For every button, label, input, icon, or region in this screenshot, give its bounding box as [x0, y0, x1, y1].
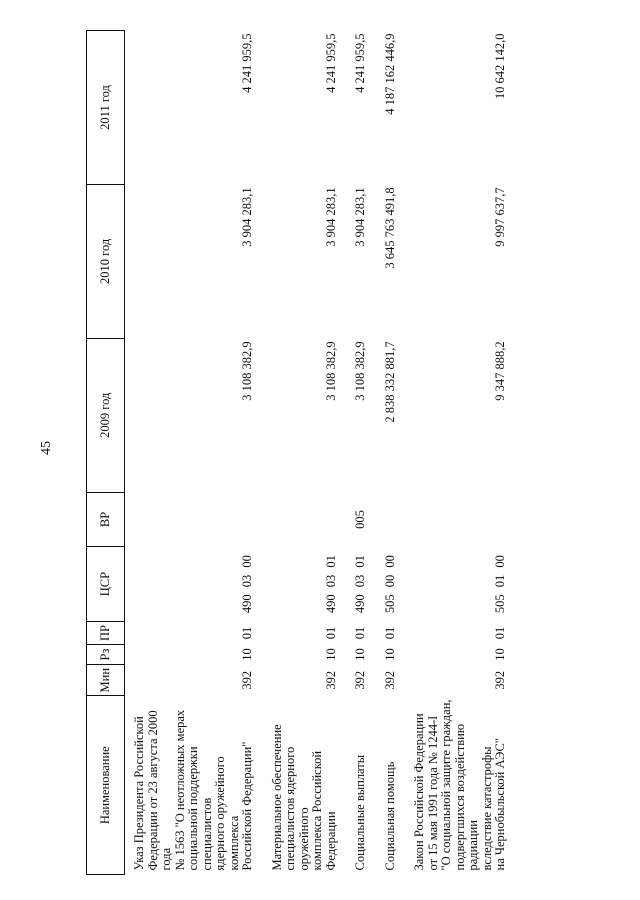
cell-2009: 3 108 382,9: [323, 341, 338, 401]
cell-name-line: комплекса Российской Федерации: [310, 750, 338, 871]
cell-rz: 10: [382, 648, 397, 661]
cell-min: 392: [240, 670, 254, 690]
cell-vr: [405, 492, 516, 547]
header-2010: 2010 год: [87, 184, 125, 338]
cell-name-line: социальной поддержки специалистов: [186, 746, 214, 871]
cell-2010: 3 904 283,1: [240, 187, 254, 247]
cell-csr: 490 03 01: [353, 555, 367, 614]
cell-vr: [125, 492, 263, 547]
cell-csr: 490 03 00: [240, 555, 254, 614]
header-name: Наименование: [87, 696, 125, 875]
cell-2010: 3 904 283,1: [353, 187, 367, 247]
cell-name-line: на Чернобыльской АЭС": [493, 738, 507, 871]
cell-2011: 4 241 959,5: [323, 33, 338, 93]
cell-rz: 10: [240, 648, 254, 661]
cell-name-line: Социальная помощь: [382, 761, 397, 871]
cell-name: [346, 696, 376, 875]
table-header-row: [87, 31, 125, 875]
header-vr: ВР: [87, 492, 125, 547]
cell-name-line: Российской Федерации": [240, 741, 254, 871]
cell-name-line: Материальное обеспечение: [269, 724, 284, 871]
cell-min: 392: [323, 670, 338, 690]
cell-pr: 01: [382, 626, 397, 640]
cell-2010: 3 645 763 491,8: [382, 187, 397, 269]
header-csr: ЦСР: [87, 547, 125, 622]
cell-name-line: Указ Президента Российской: [132, 716, 146, 871]
cell-name-line: ядерного оружейного комплекса: [213, 756, 241, 871]
cell-vr: [263, 492, 347, 547]
cell-name-line: подвергшихся воздействию радиации: [452, 723, 480, 871]
cell-pr: 01: [493, 626, 507, 640]
cell-name: [263, 696, 347, 875]
cell-2010: 3 904 283,1: [323, 187, 338, 247]
header-2011: 2011 год: [87, 31, 125, 185]
cell-vr: [376, 492, 406, 547]
cell-name: [125, 696, 263, 875]
cell-name-line: № 1563 "О неотложных мерах: [172, 709, 187, 871]
table-body: [125, 31, 516, 875]
header-rz: Рз: [87, 645, 125, 665]
cell-2011: 4 241 959,5: [240, 33, 254, 93]
cell-2010: 9 997 637,7: [493, 187, 507, 247]
cell-csr: 505 00 00: [382, 555, 397, 614]
cell-rz: 10: [353, 648, 367, 661]
cell-2011: 4 187 162 446,9: [382, 33, 397, 115]
cell-name-line: Закон Российской Федерации: [412, 713, 426, 871]
cell-pr: 01: [240, 626, 254, 640]
cell-csr: 505 01 00: [493, 555, 507, 614]
cell-min: 392: [353, 670, 367, 690]
cell-name-line: вследствие катастрофы: [479, 746, 494, 871]
cell-name-line: Федерации от 23 августа 2000 года: [145, 710, 173, 871]
cell-2011: 10 642 142,0: [493, 33, 507, 100]
table-row: [125, 31, 263, 875]
cell-name: [376, 696, 406, 875]
cell-2009: 3 108 382,9: [353, 341, 367, 401]
table-row: [346, 31, 376, 875]
cell-2009: 9 347 888,2: [493, 341, 507, 401]
page-number: 45: [39, 441, 54, 455]
cell-name-line: "О социальной защите граждан,: [439, 699, 453, 871]
cell-csr: 490 03 01: [323, 555, 338, 614]
cell-name-line: специалистов ядерного оружейного: [283, 746, 311, 871]
header-min: Мин: [87, 664, 125, 696]
cell-name-line: от 15 мая 1991 года № 1244-I: [425, 715, 440, 871]
cell-vr: 005: [353, 510, 367, 529]
cell-min: 392: [493, 670, 507, 690]
table-row: [405, 31, 516, 875]
cell-name: [405, 696, 516, 875]
cell-pr: 01: [323, 626, 338, 640]
budget-table-container: [86, 30, 524, 875]
header-pr: ПР: [87, 622, 125, 645]
budget-table: [86, 30, 516, 875]
cell-rz: 10: [493, 648, 507, 661]
cell-2009: 3 108 382,9: [240, 341, 254, 401]
table-row: [376, 31, 406, 875]
cell-rz: 10: [323, 648, 338, 661]
cell-min: 392: [382, 670, 397, 690]
cell-pr: 01: [353, 626, 367, 640]
cell-2009: 2 838 332 881,7: [382, 341, 397, 423]
table-row: [263, 31, 347, 875]
cell-2011: 4 241 959,5: [353, 33, 367, 93]
header-2009: 2009 год: [87, 338, 125, 492]
cell-name-line: Социальные выплаты: [353, 754, 367, 871]
